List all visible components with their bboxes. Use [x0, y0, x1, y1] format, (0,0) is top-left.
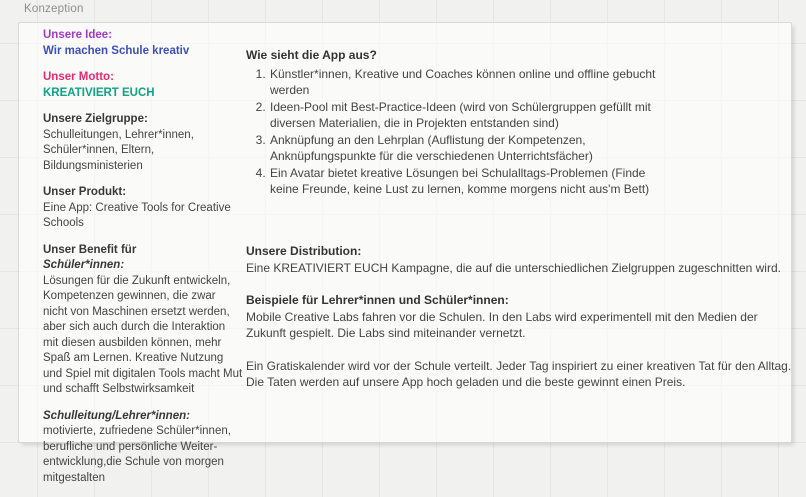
- produkt-section: [43, 185, 243, 232]
- frame-title[interactable]: Konzeption: [24, 3, 84, 15]
- motto-section: [43, 70, 243, 101]
- idea-value: Wir machen Schule kreativ: [43, 44, 190, 57]
- list-item: 4. Ein Avatar bietet kreative Lösungen bei Schulalltags-Problemen (Finde keine Freunde, keine Lust zu lernen, komme morgens nicht aus'm Bett): [269, 165, 661, 198]
- benefit-section: [43, 243, 243, 398]
- motto-label: Unser Motto:: [43, 71, 114, 83]
- zielgruppe-section: [43, 112, 243, 174]
- benefit-subheading: Schüler*innen:: [43, 259, 125, 271]
- idea-label: Unsere Idee:: [43, 29, 113, 41]
- list-item: 2. Ideen-Pool mit Best-Practice-Ideen (wird von Schülergruppen gefüllt mit diversen Materialien, die in Projekten entstanden sind): [269, 99, 661, 132]
- list-item: 1. Künstler*innen, Kreative und Coaches können online und offline gebucht werden: [269, 66, 661, 99]
- zielgruppe-heading: Unsere Zielgruppe:: [43, 113, 148, 125]
- beispiele-para1: Mobile Creative Labs fahren vor die Schulen. In den Labs wird experimentell mit den Medien der Zukunft gespielt. Die Labs sind miteinander vernetzt.: [246, 309, 758, 340]
- motto-value: KREATIVIERT EUCH: [43, 86, 155, 99]
- beispiele-heading: Beispiele für Lehrer*innen und Schüler*innen:: [246, 293, 509, 307]
- benefit-body: Lösungen für die Zukunft entwickeln, Kompetenzen gewinnen, die zwar nicht von Maschinen ersetzt werden, aber sich auch durch die Interaktion mit diesen ausbilden können, mehr Spaß am Lernen. Kreative Nutzung und Spiel mit digitalen Tools macht Mut und schafft Selbstwirksamkeit: [43, 274, 243, 395]
- gratiskalender-paragraph: [246, 358, 800, 391]
- zielgruppe-body: Schulleitungen, Lehrer*innen, Schüler*innen, Eltern, Bildungsministerien: [43, 128, 194, 172]
- distribution-heading: Unsere Distribution:: [246, 244, 362, 258]
- benefit-heading: Unser Benefit für: [43, 243, 137, 256]
- app-description-block[interactable]: [246, 47, 661, 198]
- left-text-block[interactable]: [43, 28, 243, 497]
- distribution-paragraph: [246, 243, 800, 276]
- produkt-heading: Unser Produkt:: [43, 186, 127, 198]
- beispiele-para2: Ein Gratiskalender wird vor der Schule verteilt. Jeder Tag inspiriert zu einer kreativen Tat für den Alltag. Die Taten werden auf unsere App hoch geladen und die beste gewinnt einen Preis.: [246, 358, 792, 389]
- schulleitung-body: motivierte, zufriedene Schüler*innen, berufliche und persönliche Weiter-entwicklung,die Schule von morgen mitgestalten: [43, 425, 231, 484]
- produkt-body: Eine App: Creative Tools for Creative Schools: [43, 201, 231, 229]
- concept-frame[interactable]: [18, 22, 792, 484]
- list-item: 3. Anknüpfung an den Lehrplan (Auflistung der Kompetenzen, Anknüpfungspunkte für die verschiedenen Unterrichtsfächer): [269, 132, 661, 165]
- beispiele-paragraph: [246, 292, 800, 342]
- distribution-body: Eine KREATIVIERT EUCH Kampagne, die auf die unterschiedlichen Zielgruppen zugeschnitten wird.: [246, 260, 781, 275]
- app-heading: Wie sieht die App aus?: [246, 48, 377, 62]
- distribution-block[interactable]: [246, 243, 800, 391]
- schulleitung-subheading: Schulleitung/Lehrer*innen:: [43, 409, 190, 422]
- schulleitung-section: [43, 409, 243, 487]
- idea-section: [43, 28, 243, 59]
- app-feature-list: [246, 66, 661, 198]
